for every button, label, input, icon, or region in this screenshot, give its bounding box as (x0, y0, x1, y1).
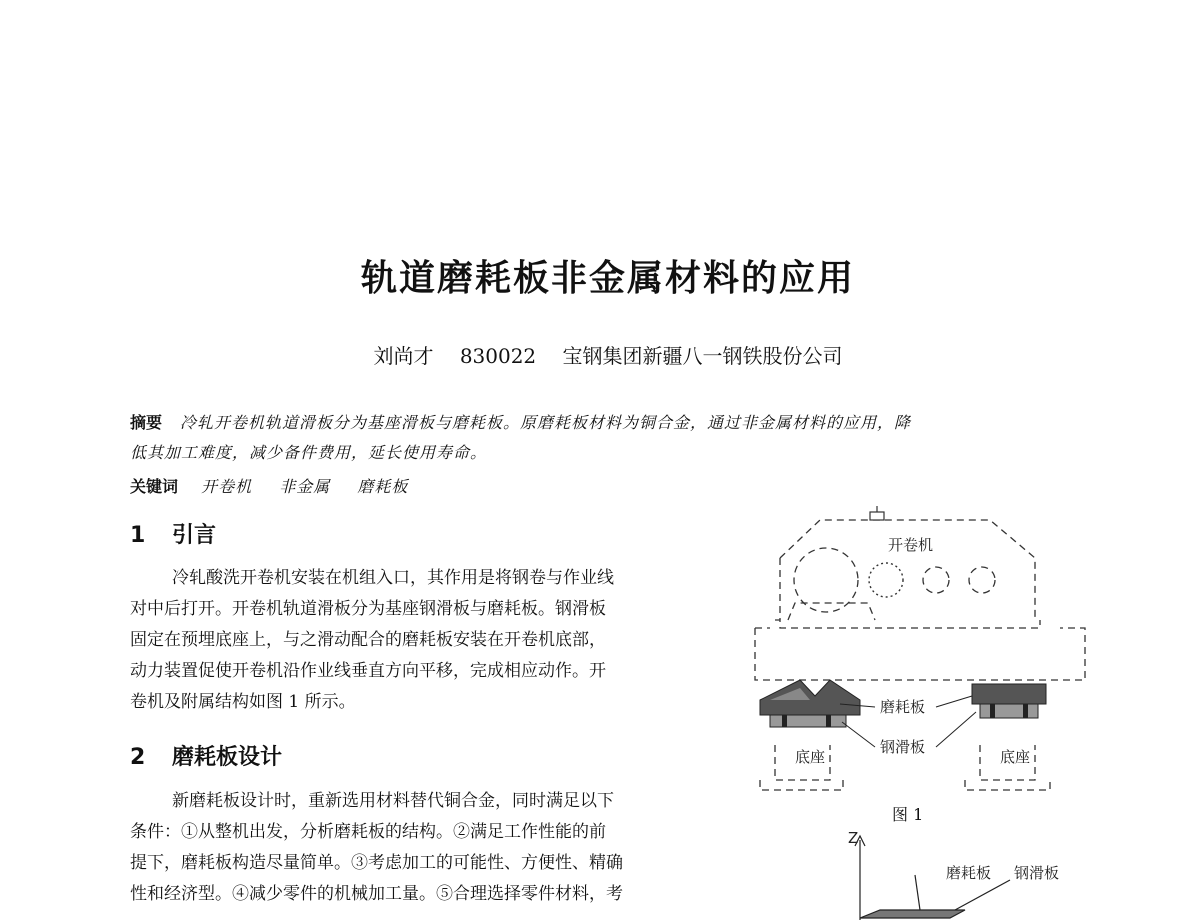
abstract-line-1: 冷轧开卷机轨道滑板分为基座滑板与磨耗板。原磨耗板材料为铜合金，通过非金属材料的应用，降 (180, 413, 912, 432)
right-base-text: 底座 (1000, 748, 1031, 766)
machine-base-outline (775, 620, 1040, 628)
keywords (130, 472, 430, 502)
section-number: 1 (130, 523, 146, 548)
abstract (130, 408, 1092, 468)
section-1-heading (130, 518, 216, 549)
wear-plate-label: 磨耗板 (880, 698, 926, 716)
left-rail-assembly (760, 680, 860, 727)
fig2-wear-plate-label: 磨耗板 (946, 864, 992, 882)
paper-title: 轨道磨耗板非金属材料的应用 (360, 258, 855, 299)
keyword: 磨耗板 (357, 477, 409, 496)
body-line: 条件：①从整机出发，分析磨耗板的结构。②满足工作性能的前 (130, 822, 606, 842)
keywords-label: 关键词 (130, 477, 179, 496)
author-line (0, 340, 1200, 369)
keyword: 开卷机 (201, 477, 253, 496)
right-rail-assembly (972, 684, 1046, 718)
abstract-line-2: 低其加工难度，减少备件费用，延长使用寿命。 (130, 443, 488, 462)
machine-label: 开卷机 (888, 536, 934, 554)
body-line: 性和经济型。④减少零件的机械加工量。⑤合理选择零件材料，考 (130, 884, 623, 904)
machine-outline (780, 520, 1035, 620)
abstract-label: 摘要 (130, 413, 163, 432)
body-line: 卷机及附属结构如图 1 所示。 (130, 692, 356, 712)
carriage-outline (755, 628, 1085, 680)
figure-1-diagram (740, 500, 1100, 920)
section-title: 磨耗板设计 (172, 745, 283, 770)
left-base-label (795, 748, 825, 766)
author-postcode: 830022 (459, 344, 537, 368)
section-title: 引言 (172, 523, 217, 548)
section-2-heading (130, 740, 282, 771)
body-line: 固定在预埋底座上，与之滑动配合的磨耗板安装在开卷机底部， (130, 630, 606, 650)
fig2-steel-plate-label: 钢滑板 (1014, 864, 1060, 882)
section-1-body (130, 563, 730, 718)
body-line: 提下，磨耗板构造尽量简单。③考虑加工的可能性、方便性、精确 (130, 853, 623, 873)
right-base-label (1000, 748, 1030, 766)
author-affiliation: 宝钢集团新疆八一钢铁股份公司 (562, 344, 843, 368)
z-axis-label: Z (848, 829, 859, 847)
section-2-body (130, 786, 730, 910)
figure-1-caption: 图 1 (892, 805, 924, 824)
figure-1 (740, 500, 1100, 920)
body-line: 新磨耗板设计时，重新选用材料替代铜合金，同时满足以下 (172, 791, 614, 811)
body-line: 动力装置促使开卷机沿作业线垂直方向平移，完成相应动作。开 (130, 661, 606, 681)
author-name: 刘尚才 (373, 344, 434, 368)
body-line: 对中后打开。开卷机轨道滑板分为基座钢滑板与磨耗板。钢滑板 (130, 599, 606, 619)
keyword: 非金属 (279, 477, 331, 496)
section-number: 2 (130, 745, 146, 770)
steel-plate-label: 钢滑板 (880, 738, 926, 756)
left-base-text: 底座 (795, 748, 826, 766)
body-line: 冷轧酸洗开卷机安装在机组入口，其作用是将钢卷与作业线 (172, 568, 614, 588)
